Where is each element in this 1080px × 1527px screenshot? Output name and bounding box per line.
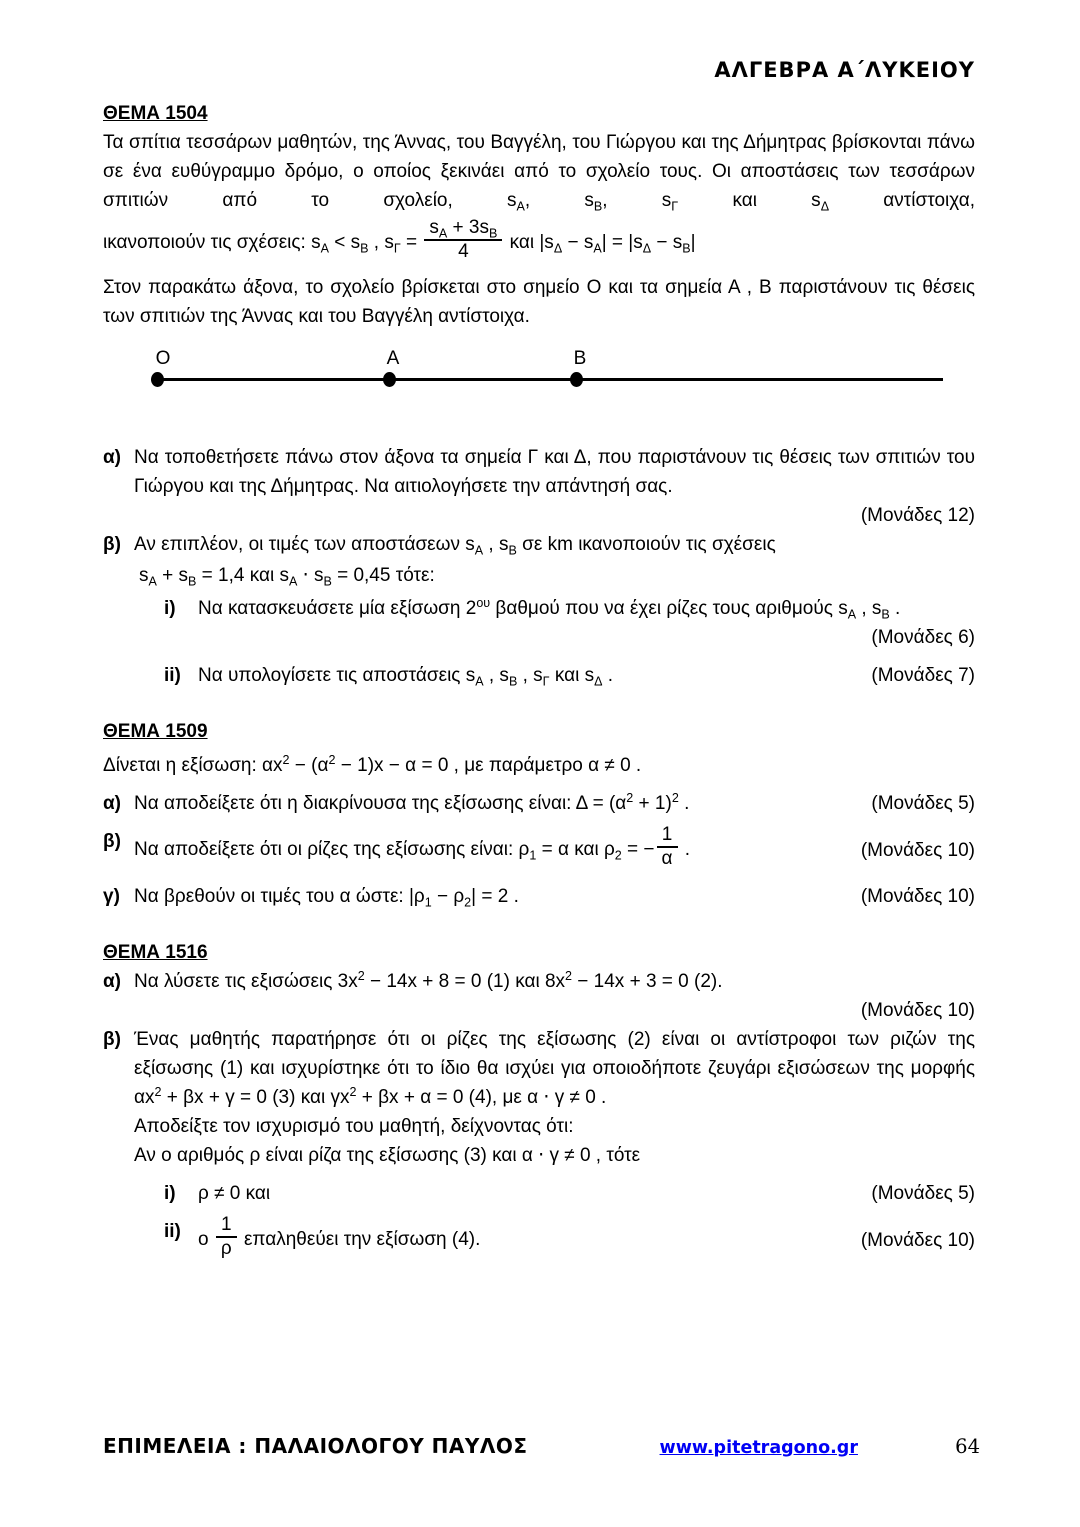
theme-1509-section (103, 717, 975, 911)
item-1504-b-text: Αν επιπλέον, οι τιμές των αποστάσεων $s_A$ , $s_B$ σε km ικανοποιούν τις σχέσεις (134, 534, 776, 558)
item-1509-c-label: γ) (103, 886, 120, 907)
item-1516-b-i-label: i) (164, 1183, 176, 1204)
theme-1504-relations-formula: ικανοποιούν τις σχέσεις: $s_A < s_B$ , $s_\Gamma$ = $\frac{s_A + 3s_B}{4}$ και $|s_\Delta - s_A| = |s_\Delta - s_B|$ (103, 217, 696, 262)
item-1509-a-text: Να αποδείξετε ότι η διακρίνουσα της εξίσωσης είναι: $\Delta = (\alpha^2 + 1)^2$ . (134, 791, 690, 814)
axis-label-O: O (155, 348, 171, 369)
theme-1509-heading: ΘΕΜΑ 1509 (103, 721, 208, 742)
item-1504-b (103, 530, 975, 690)
item-1516-b (103, 1025, 975, 1263)
axis-dot-B (570, 372, 583, 387)
item-1504-b-i (164, 594, 975, 652)
footer-credit: ΕΠΙΜΕΛΕΙΑ : ΠΑΛΑΙΟΛΟΓΟΥ ΠΑΥΛΟΣ (103, 1434, 528, 1458)
item-1509-a-points: (Μονάδες 5) (871, 793, 975, 814)
theme-1504-paragraph-1: Τα σπίτια τεσσάρων μαθητών, της Άννας, του Βαγγέλη, του Γιώργου και της Δήμητρας βρίσκονται πάνω σε ένα ευθύγραμμο δρόμο, ο οποίος ξεκινάει από το σχολείο τους. Οι αποστάσεις των τεσσάρων σπιτιών από το σχολείο, $s_A$, $s_B$, $s_\Gamma$ και $s_\Delta$ αντίστοιχα, (103, 132, 975, 214)
item-1509-c-text: Να βρεθούν οι τιμές του α ώστε: $|\rho_1 - \rho_2| = 2$ . (134, 886, 519, 910)
item-1504-b-i-text: Να κατασκευάσετε μία εξίσωση $2^{o\upsilon}$ βαθμού που να έχει ρίζες τους αριθμούς $s_A$ , $s_B$ . (198, 596, 901, 622)
item-1504-a-label: α) (103, 447, 122, 468)
item-1504-a (103, 443, 975, 530)
item-1509-b-text: Να αποδείξετε ότι οι ρίζες της εξίσωσης είναι: $\rho_1 = \alpha$ και $\rho_2$ = − $\frac{1}{\alpha}$ . (134, 824, 691, 869)
item-1504-b-ii-text: Να υπολογίσετε τις αποστάσεις $s_A$ , $s_B$ , $s_\Gamma$ και $s_\Delta$ . (198, 665, 614, 689)
document-title: ΑΛΓΕΒΡΑ Α΄ΛΥΚΕΙΟΥ (714, 58, 975, 82)
axis-dot-O (151, 372, 164, 387)
item-1509-c (103, 882, 975, 911)
theme-1516-section (103, 938, 975, 1263)
item-1504-b-formula: $s_A + s_B = 1,4$ και $s_A \cdot s_B = 0,45$ τότε: (139, 565, 435, 589)
number-line-figure (157, 349, 943, 395)
number-line-axis (157, 378, 943, 381)
item-1504-b-i-points: (Μονάδες 6) (871, 627, 975, 648)
item-1504-a-text: Να τοποθετήσετε πάνω στον άξονα τα σημεία Γ και Δ, που παριστάνουν τις θέσεις των σπιτιών του Γιώργου και της Δήμητρας. Να αιτιολογήσετε την απάντησή σας. (134, 447, 975, 497)
axis-dot-A (383, 372, 396, 387)
item-1504-b-ii (164, 661, 975, 690)
item-1516-b-paragraph-3: Αν ο αριθμός ρ είναι ρίζα της εξίσωσης (3) και α ⋅ γ ≠ 0 , τότε (134, 1145, 641, 1166)
item-1504-b-ii-label: ii) (164, 665, 181, 686)
item-1516-a-text: Να λύσετε τις εξισώσεις $3x^2 - 14x + 8 = 0$ (1) και $8x^2 - 14x + 3 = 0$ (2). (134, 969, 723, 992)
item-1516-a-points: (Μονάδες 10) (860, 1000, 975, 1021)
item-1516-b-ii-label: ii) (164, 1221, 181, 1242)
item-1516-b-ii-points: (Μονάδες 10) (860, 1229, 975, 1251)
item-1516-b-ii-text: ο $\frac{1}{\rho}$ επαληθεύει την εξίσωση (4). (198, 1214, 481, 1259)
item-1516-b-paragraph-1: Ένας μαθητής παρατήρησε ότι οι ρίζες της εξίσωσης (2) είναι οι αντίστροφοι των ριζών της εξίσωσης (1) και ισχυρίστηκε ότι το ίδιο θα ισχύει για οποιοδήποτε ζευγάρι εξισώσεων της μορφής $\alpha x^2 + \beta x + \gamma = 0$ (3) και $\gamma x^2 + \beta x + \alpha = 0$ (4), με α ⋅ γ ≠ 0 . (134, 1029, 975, 1108)
item-1504-b-label: β) (103, 534, 121, 555)
item-1516-b-i-text: ρ ≠ 0 και (198, 1183, 271, 1204)
item-1516-a-label: α) (103, 971, 122, 992)
page-footer (103, 1432, 980, 1463)
item-1516-b-label: β) (103, 1029, 121, 1050)
item-1509-a (103, 789, 975, 818)
item-1509-b-label: β) (103, 831, 121, 852)
theme-1504-heading: ΘΕΜΑ 1504 (103, 103, 208, 124)
item-1516-a (103, 967, 975, 1025)
item-1516-b-ii (164, 1214, 975, 1263)
item-1504-b-ii-points: (Μονάδες 7) (871, 665, 975, 686)
item-1504-b-i-label: i) (164, 598, 176, 619)
theme-1516-heading: ΘΕΜΑ 1516 (103, 942, 208, 963)
footer-website-link[interactable]: www.pitetragono.gr (659, 1438, 858, 1458)
item-1516-b-i (164, 1179, 975, 1208)
axis-label-B: B (573, 348, 587, 369)
theme-1504-section (103, 99, 975, 690)
item-1509-b-points: (Μονάδες 10) (860, 839, 975, 861)
page-number: 64 (955, 1435, 980, 1458)
item-1509-a-label: α) (103, 793, 122, 814)
item-1516-b-i-points: (Μονάδες 5) (871, 1183, 975, 1204)
theme-1504-paragraph-2: Στον παρακάτω άξονα, το σχολείο βρίσκεται στο σημείο Ο και τα σημεία Α , Β παριστάνουν τις θέσεις των σπιτιών της Άννας και του Βαγγέλη αντίστοιχα. (103, 277, 975, 327)
page-content (103, 54, 975, 1263)
item-1509-c-points: (Μονάδες 10) (860, 886, 975, 907)
axis-label-A: A (386, 348, 400, 369)
item-1509-b (103, 824, 975, 873)
item-1516-b-paragraph-2: Αποδείξτε τον ισχυρισμό του μαθητή, δείχνοντας ότι: (134, 1116, 574, 1137)
item-1504-a-points: (Μονάδες 12) (860, 505, 975, 526)
theme-1509-intro: Δίνεται η εξίσωση: $\alpha x^2 - (\alpha^2 - 1)x - \alpha = 0$ , με παράμετρο α ≠ 0 . (103, 753, 642, 776)
